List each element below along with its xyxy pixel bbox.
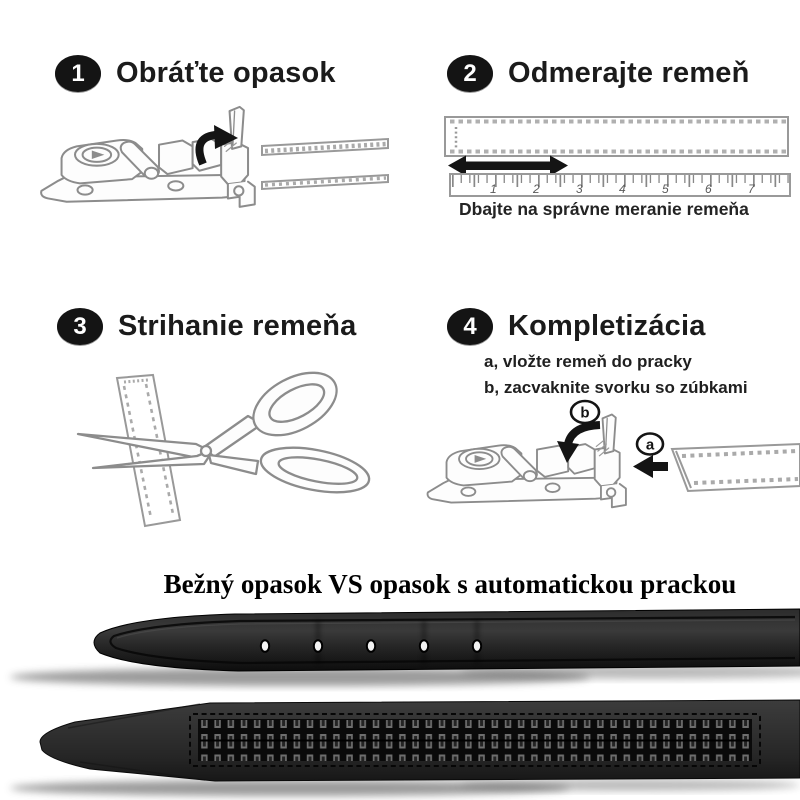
ruler (450, 174, 790, 196)
insert-arrow-icon (633, 455, 668, 478)
label-b-circle (571, 401, 599, 423)
comparison-heading: Bežný opasok VS opasok s automatickou prackou (163, 569, 737, 599)
ruler-number: 6 (705, 182, 712, 196)
step1-title: Obráťte opasok (116, 57, 336, 89)
belt-hole (473, 640, 481, 652)
step1-number-badge: 1 (55, 55, 101, 92)
step4-substeps (484, 349, 748, 401)
step2-header (447, 55, 750, 92)
regular-belt-image (0, 600, 800, 695)
ruler-number: 5 (662, 182, 669, 196)
step4-title: Kompletizácia (508, 310, 706, 342)
ruler-number: 3 (576, 182, 583, 196)
substep-a-label: a, vložte remeň do pracky (484, 352, 692, 371)
step3-number-badge: 3 (57, 308, 103, 345)
belt-strap-edge (262, 139, 388, 189)
automatic-belt-image (0, 690, 800, 800)
belt-hole (420, 640, 428, 652)
step4-assembly-illustration (418, 400, 800, 535)
step1-buckle-illustration (30, 100, 395, 235)
ruler-number: 1 (490, 182, 497, 196)
step2-title: Odmerajte remeň (508, 57, 750, 89)
step3-header (57, 308, 357, 345)
buckle-drawing (41, 107, 255, 207)
strap-piece (672, 444, 800, 491)
ruler-number: 7 (748, 182, 755, 196)
step3-title: Strihanie remeňa (118, 310, 357, 342)
label-a-circle (637, 434, 663, 455)
ruler-number: 2 (533, 182, 540, 196)
belt-hole (261, 640, 269, 652)
ruler-number: 4 (619, 182, 626, 196)
belt-hole (314, 640, 322, 652)
step2-number-badge: 2 (447, 55, 493, 92)
step3-scissors-illustration (60, 368, 390, 548)
step2-caption: Dbajte na správne meranie remeňa (459, 199, 749, 219)
measure-arrow-icon (448, 156, 568, 177)
step4-header (447, 308, 706, 345)
label-a-text: a (645, 436, 655, 454)
measured-strap (445, 117, 788, 156)
substep-b-label: b, zacvaknite svorku so zúbkami (484, 378, 748, 397)
step2-measuring-illustration (440, 110, 795, 200)
label-b-text: b (580, 404, 590, 422)
scissors-pivot (201, 446, 211, 456)
belt-hole (367, 640, 375, 652)
step1-header (55, 55, 336, 92)
step4-number-badge: 4 (447, 308, 493, 345)
ratchet-track (190, 714, 760, 766)
